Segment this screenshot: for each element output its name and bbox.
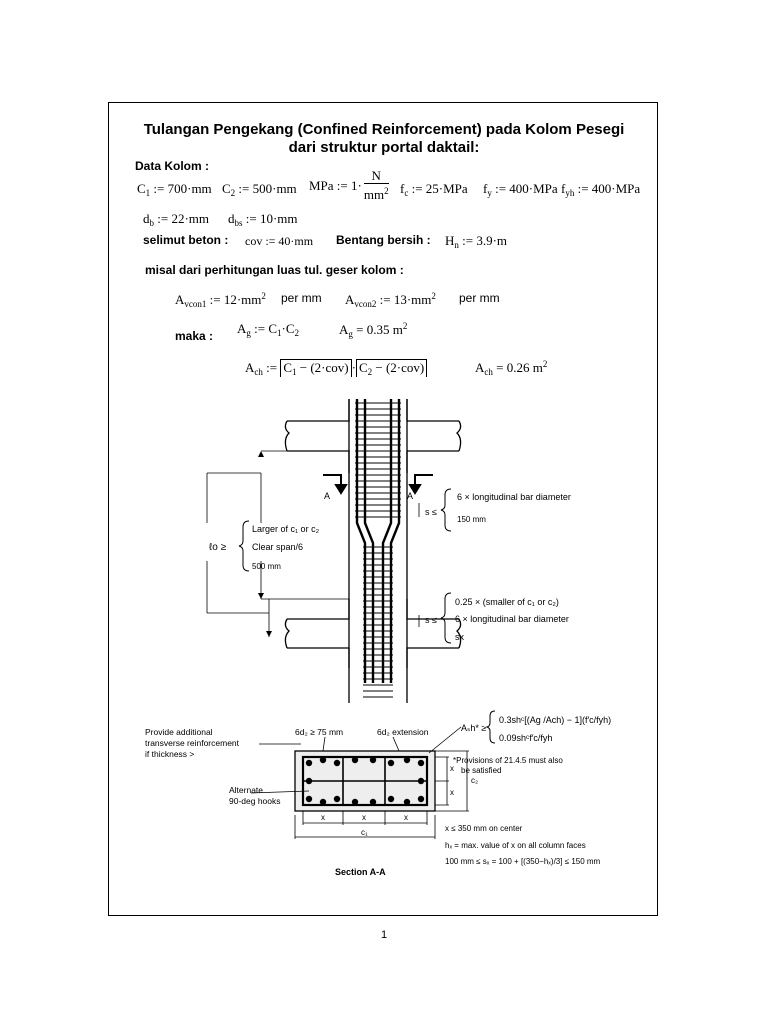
sx-range: 100 mm ≤ sₓ = 100 + [(350−hₓ)/3] ≤ 150 mm bbox=[445, 857, 601, 866]
data-kolom-label: Data Kolom : bbox=[135, 159, 210, 173]
longitudinal-bar-dot bbox=[370, 757, 376, 763]
longitudinal-bar-dot bbox=[388, 796, 394, 802]
eq-ach-result: $A_{ch} = 0.26$ $m^2$ bbox=[475, 359, 548, 377]
provide-line-2: transverse reinforcement bbox=[145, 738, 240, 748]
provisions-line-1: *Provisions of 21.4.5 must also bbox=[453, 756, 563, 765]
longitudinal-bar-dot bbox=[352, 799, 358, 805]
longitudinal-bar-dot bbox=[306, 760, 312, 766]
lo-ge: ℓo ≥ bbox=[209, 542, 227, 553]
x-label-2: x bbox=[362, 813, 366, 822]
x-label-3: x bbox=[404, 813, 408, 822]
longitudinal-bar-dot bbox=[334, 760, 340, 766]
longitudinal-bar-dot bbox=[388, 760, 394, 766]
bottom-option-1: 0.25 × (smaller of c₁ or c₂) bbox=[455, 597, 559, 607]
section-rectangle bbox=[295, 751, 435, 811]
eq-fc: $f_c$ := 25·MPa bbox=[400, 181, 468, 198]
maka-label: maka : bbox=[175, 329, 214, 343]
x-label-1: x bbox=[321, 813, 325, 822]
c2-label: c₂ bbox=[471, 776, 479, 785]
eq-db: $d_b$ := 22·mm bbox=[143, 211, 209, 228]
eq-dbs: $d_{bs}$ := 10·mm bbox=[228, 211, 298, 228]
eq-avcon2: $A_{vcon2}$ := $13\cdot mm^2$ bbox=[345, 291, 436, 309]
eq-cov: cov := 40·mm bbox=[245, 234, 314, 248]
longitudinal-bar-dot bbox=[418, 796, 424, 802]
provide-line-3: if thickness > bbox=[145, 749, 195, 759]
selimut-label: selimut beton : bbox=[143, 233, 229, 247]
x-label-right-2: x bbox=[450, 788, 454, 797]
six-db-extension: 6d₂ extension bbox=[377, 727, 429, 737]
longitudinal-bar-dot bbox=[320, 757, 326, 763]
longitudinal-bar-dot bbox=[352, 757, 358, 763]
ash-label: Aₛh* ≥ bbox=[461, 723, 487, 733]
hx-note: hₓ = max. value of x on all column faces bbox=[445, 841, 586, 850]
title-line-1: Tulangan Pengekang (Confined Reinforcement) pada Kolom Pesegi bbox=[143, 121, 625, 138]
alternate-line-1: Alternate bbox=[229, 785, 264, 795]
longitudinal-bar-dot bbox=[370, 799, 376, 805]
lo-option-3: 500 mm bbox=[252, 562, 281, 571]
page-number: 1 bbox=[380, 929, 388, 941]
eq-hn: $H_n$ := 3.9·m bbox=[445, 233, 508, 250]
eq-c2: $C_2$ := 500·mm bbox=[222, 181, 297, 198]
ash-option-2: 0.09shᶜf′c/fyh bbox=[499, 733, 553, 743]
bentang-label: Bentang bersih : bbox=[336, 233, 431, 247]
eq-fyh: $f_{yh}$ := 400·MPa bbox=[561, 181, 641, 198]
longitudinal-bar-dot bbox=[404, 757, 410, 763]
x-label-right-1: x bbox=[450, 764, 454, 773]
per-mm-1: per mm bbox=[281, 291, 322, 305]
alternate-line-2: 90-deg hooks bbox=[229, 796, 281, 806]
ash-brace bbox=[487, 711, 495, 743]
x-le-350: x ≤ 350 mm on center bbox=[445, 824, 523, 833]
longitudinal-bar-dot bbox=[306, 778, 312, 784]
eq-ag-result: $A_g = 0.35$ $m^2$ bbox=[339, 321, 408, 339]
section-mark-right: A bbox=[407, 491, 414, 501]
longitudinal-bar-dot bbox=[418, 778, 424, 784]
per-mm-2: per mm bbox=[459, 291, 500, 305]
longitudinal-bar-dot bbox=[306, 796, 312, 802]
misal-label: misal dari perhitungan luas tul. geser kolom : bbox=[145, 263, 404, 277]
top-option-1: 6 × longitudinal bar diameter bbox=[457, 492, 571, 502]
c1-label: c₁ bbox=[361, 828, 368, 837]
top-option-2: 150 mm bbox=[457, 515, 486, 524]
eq-c1: $C_1$ := 700·mm bbox=[137, 181, 212, 198]
lo-option-2: Clear span/6 bbox=[252, 542, 304, 552]
provisions-line-2: be satisfied bbox=[461, 766, 502, 775]
lo-option-1: Larger of c₁ or c₂ bbox=[252, 524, 320, 534]
longitudinal-bar-dot bbox=[418, 760, 424, 766]
section-mark-left: A bbox=[324, 491, 331, 501]
longitudinal-bar-dot bbox=[320, 799, 326, 805]
eq-avcon1: $A_{vcon1}$ := $12\cdot mm^2$ bbox=[175, 291, 266, 309]
page-frame bbox=[108, 102, 658, 916]
s-le-bottom: s ≤ bbox=[425, 615, 437, 625]
ash-option-1: 0.3shᶜ[(Ag /Ach) − 1](f′c/fyh) bbox=[499, 715, 612, 725]
eq-mpa: MPa := 1· $\frac{N}{mm^2}$ bbox=[309, 168, 389, 202]
section-title: Section A-A bbox=[335, 867, 386, 877]
section-aa-figure bbox=[109, 103, 659, 917]
provide-line-1: Provide additional bbox=[145, 727, 213, 737]
s-le-top: s ≤ bbox=[425, 507, 437, 517]
longitudinal-bar-dot bbox=[404, 799, 410, 805]
eq-fy: $f_y$ := 400·MPa bbox=[483, 181, 558, 198]
eq-ach-def: $A_{ch}$ := $C_1 - (2\cdot cov) \cdot C_2 - (2\cdot cov)$ bbox=[245, 359, 427, 377]
bottom-option-2: 6 × longitudinal bar diameter bbox=[455, 614, 569, 624]
title-line-2: dari struktur portal daktail: bbox=[288, 139, 480, 156]
eq-ag-def: $A_g$ := $C_1\cdot C_2$ bbox=[237, 321, 300, 338]
longitudinal-bar-dot bbox=[334, 796, 340, 802]
bottom-option-3: sx bbox=[455, 632, 464, 642]
six-db-75: 6d₂ ≥ 75 mm bbox=[295, 727, 344, 737]
